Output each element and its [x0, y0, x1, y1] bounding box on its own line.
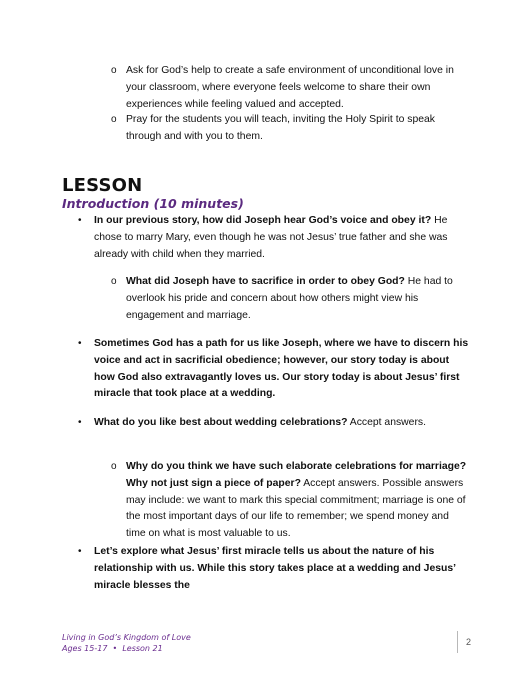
footer-subtitle: Ages 15-17 • Lesson 21 [62, 644, 163, 653]
bullet-icon: • [78, 417, 82, 428]
footer-title: Living in God’s Kingdom of Love [62, 633, 191, 642]
footer-divider [457, 631, 458, 653]
sub-bullet-icon: o [111, 114, 117, 125]
question-text: In our previous story, how did Joseph hear God’s voice and obey it? [94, 215, 432, 226]
question-item [126, 459, 471, 543]
answer-text: He chose to marry Mary, even though he was not Jesus’ true father and she was already with child when they married. [94, 215, 448, 260]
section-subheading: Introduction (10 minutes) [62, 196, 244, 211]
question-item [94, 415, 470, 432]
page-number: 2 [466, 637, 472, 647]
question-text: Sometimes God has a path for us like Joseph, where we have to discern his voice and act in sacrificial obedience; however, our story today is about how God also extravagantly loves us. Our story today is about Jesus’ first miracle that took place at a wedding. [94, 338, 469, 400]
prep-item: Pray for the students you will teach, inviting the Holy Spirit to speak through and with you to them. [126, 114, 435, 142]
answer-text: Accept answers. [347, 417, 426, 428]
answer-text: Accept answers. Possible answers may include: we want to mark this special commitment; marriage is one of the most important days of our life to remember; we spend money and time on what is most valuable to us. [126, 477, 466, 540]
bullet-icon: • [78, 215, 82, 226]
question-item [94, 544, 470, 594]
question-item [94, 336, 470, 403]
question-text: Why do you think we have such elaborate celebrations for marriage? Why not just sign a piece of paper? [126, 461, 467, 489]
question-item [126, 274, 471, 324]
sub-bullet-icon: o [111, 65, 117, 76]
answer-text: He had to overlook his pride and concern about how others might view his engagement and marriage. [126, 276, 453, 321]
question-text: What do you like best about wedding celebrations? [94, 417, 348, 428]
question-item [94, 213, 470, 263]
bullet-icon: • [78, 546, 82, 557]
question-text: What did Joseph have to sacrifice in order to obey God? [126, 276, 405, 287]
section-heading: LESSON [62, 175, 143, 196]
question-text: Let’s explore what Jesus’ first miracle tells us about the nature of his relationship with us. While this story takes place at a wedding and Jesus’ miracle blesses the [94, 546, 456, 591]
bullet-icon: • [78, 338, 82, 349]
sub-bullet-icon: o [111, 276, 117, 287]
sub-bullet-icon: o [111, 461, 117, 472]
prep-item: Ask for God’s help to create a safe environment of unconditional love in your classroom, where everyone feels welcome to share their own experiences while feeling valued and accepted. [126, 65, 454, 110]
